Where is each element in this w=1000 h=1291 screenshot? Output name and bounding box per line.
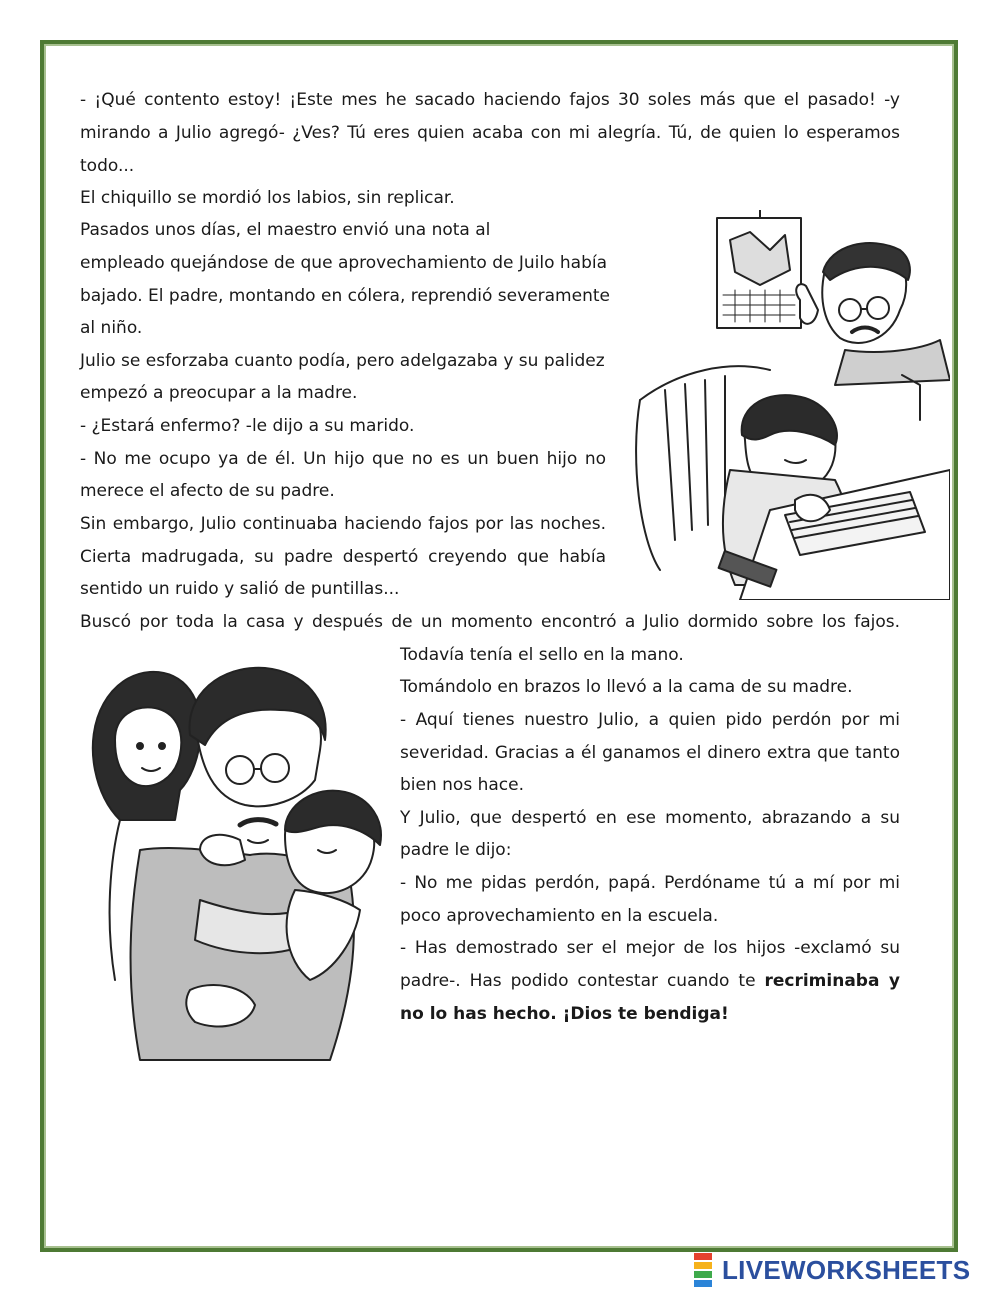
story-line-14: Sin embargo, Julio continuaba haciendo fajos por las noches.: [80, 514, 606, 534]
story-line-4: El chiquillo se mordió los labios, sin replicar.: [80, 188, 455, 208]
story-line-19: Tomándolo en brazos lo llevó a la cama de su madre.: [400, 677, 853, 697]
story-line-28: [400, 969, 900, 993]
liveworksheets-logo-text: LIVEWORKSHEETS: [722, 1254, 971, 1285]
story-line-26: poco aprovechamiento en la escuela.: [400, 906, 719, 926]
story-line-24: padre le dijo:: [400, 840, 512, 860]
story-line-1: - ¡Qué contento estoy! ¡Este mes he sacado haciendo fajos 30 soles más que el pasado! -y: [80, 90, 900, 110]
story-line-22: bien nos hace.: [400, 775, 524, 795]
story-line-20: - Aquí tienes nuestro Julio, a quien pido perdón por mi: [400, 710, 900, 730]
story-line-16: sentido un ruido y salió de puntillas...: [80, 579, 400, 599]
story-line-13: merece el afecto de su padre.: [80, 481, 335, 501]
story-line-6: empleado quejándose de que aprovechamiento de Juilo había: [80, 253, 608, 273]
illustration-family-hug: [80, 660, 390, 1080]
story-line-23: Y Julio, que despertó en ese momento, abrazando a su: [400, 808, 900, 828]
story-line-10: empezó a preocupar a la madre.: [80, 383, 358, 403]
story-line-28-bold: recriminaba y: [764, 971, 900, 991]
story-line-9: Julio se esforzaba cuanto podía, pero adelgazaba y su palidez: [80, 351, 605, 371]
story-line-15: Cierta madrugada, su padre despertó creyendo que había: [80, 547, 606, 567]
story-line-27: - Has demostrado ser el mejor de los hijos -exclamó su: [400, 938, 900, 958]
story-line-28-regular: padre-. Has podido contestar cuando te: [400, 971, 765, 991]
story-line-17: Buscó por toda la casa y después de un momento encontró a Julio dormido sobre los fajos.: [80, 612, 900, 632]
illustration-sleeping-boy: [620, 210, 950, 600]
story-line-7: bajado. El padre, montando en cólera, reprendió severamente: [80, 286, 610, 306]
story-line-3: todo...: [80, 156, 135, 176]
liveworksheets-logo-icon: [694, 1252, 716, 1288]
liveworksheets-logo: [694, 1254, 970, 1286]
story-line-18: Todavía tenía el sello en la mano.: [400, 645, 684, 665]
story-line-25: - No me pidas perdón, papá. Perdóname tú a mí por mi: [400, 873, 900, 893]
story-line-11: - ¿Estará enfermo? -le dijo a su marido.: [80, 416, 415, 436]
story-line-8: al niño.: [80, 318, 143, 338]
story-line-21: severidad. Gracias a él ganamos el dinero extra que tanto: [400, 743, 900, 763]
story-line-5: Pasados unos días, el maestro envió una nota al: [80, 220, 491, 240]
story-line-2: mirando a Julio agregó- ¿Ves? Tú eres quien acaba con mi alegría. Tú, de quien lo esperamos: [80, 123, 900, 143]
story-line-29: no lo has hecho. ¡Dios te bendiga!: [400, 1004, 729, 1024]
story-line-12: - No me ocupo ya de él. Un hijo que no es un buen hijo no: [80, 449, 606, 469]
